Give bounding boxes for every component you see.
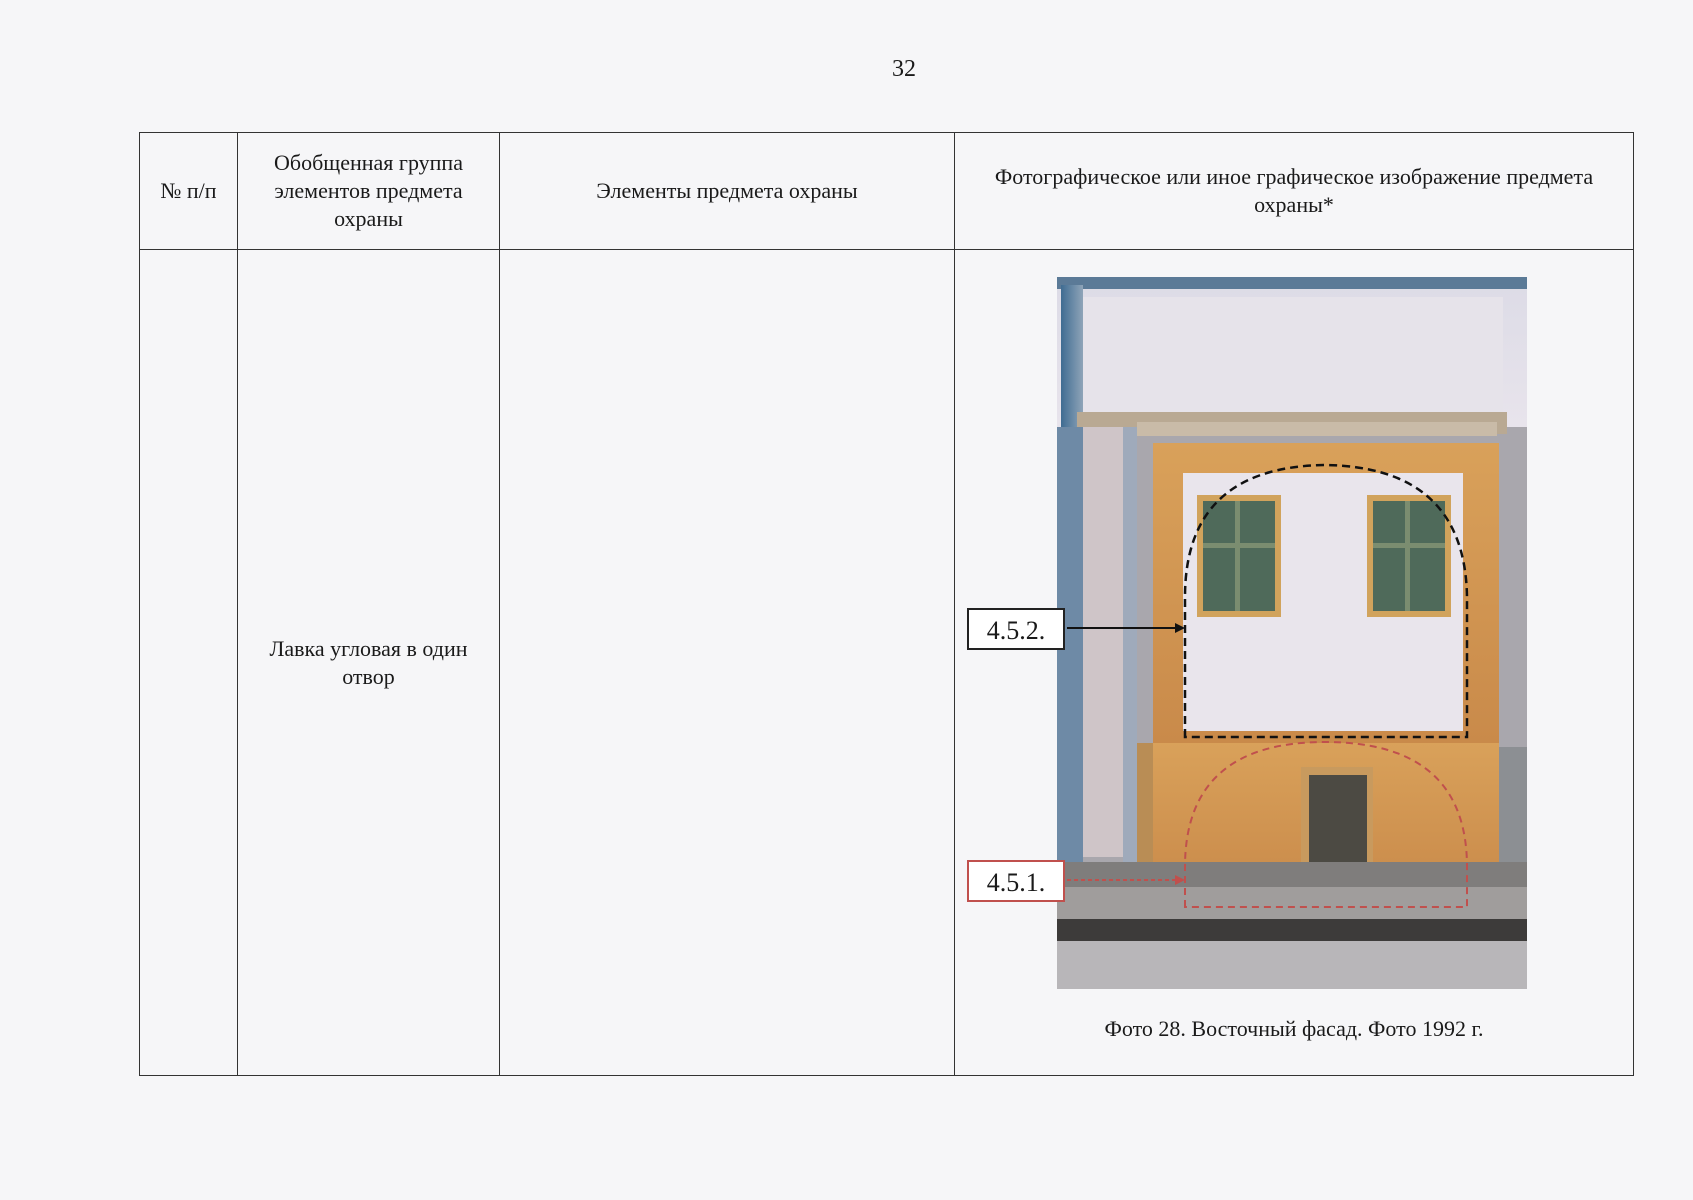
photo-caption: Фото 28. Восточный фасад. Фото 1992 г.	[1104, 1016, 1484, 1041]
label-4-5-1: 4.5.1.	[967, 860, 1065, 902]
row-group-cell: Лавка угловая в один отвор	[238, 250, 500, 1076]
header-number: № п/п	[140, 133, 238, 250]
header-group: Обобщенная группа элементов предмета охраны	[238, 133, 500, 250]
facade-photo	[1057, 277, 1527, 989]
header-image: Фотографическое или иное графическое изображение предмета охраны*	[955, 133, 1634, 250]
header-elements: Элементы предмета охраны	[500, 133, 955, 250]
row-image-cell	[955, 250, 1634, 1076]
label-4-5-2: 4.5.2.	[967, 608, 1065, 650]
table-row	[140, 250, 1634, 1076]
row-elements-cell	[500, 250, 955, 1076]
row-number-cell	[140, 250, 238, 1076]
page-number: 32	[892, 56, 916, 82]
table-header-row	[140, 133, 1634, 250]
protection-subject-table	[139, 132, 1634, 1076]
photo-container	[955, 250, 1633, 1075]
